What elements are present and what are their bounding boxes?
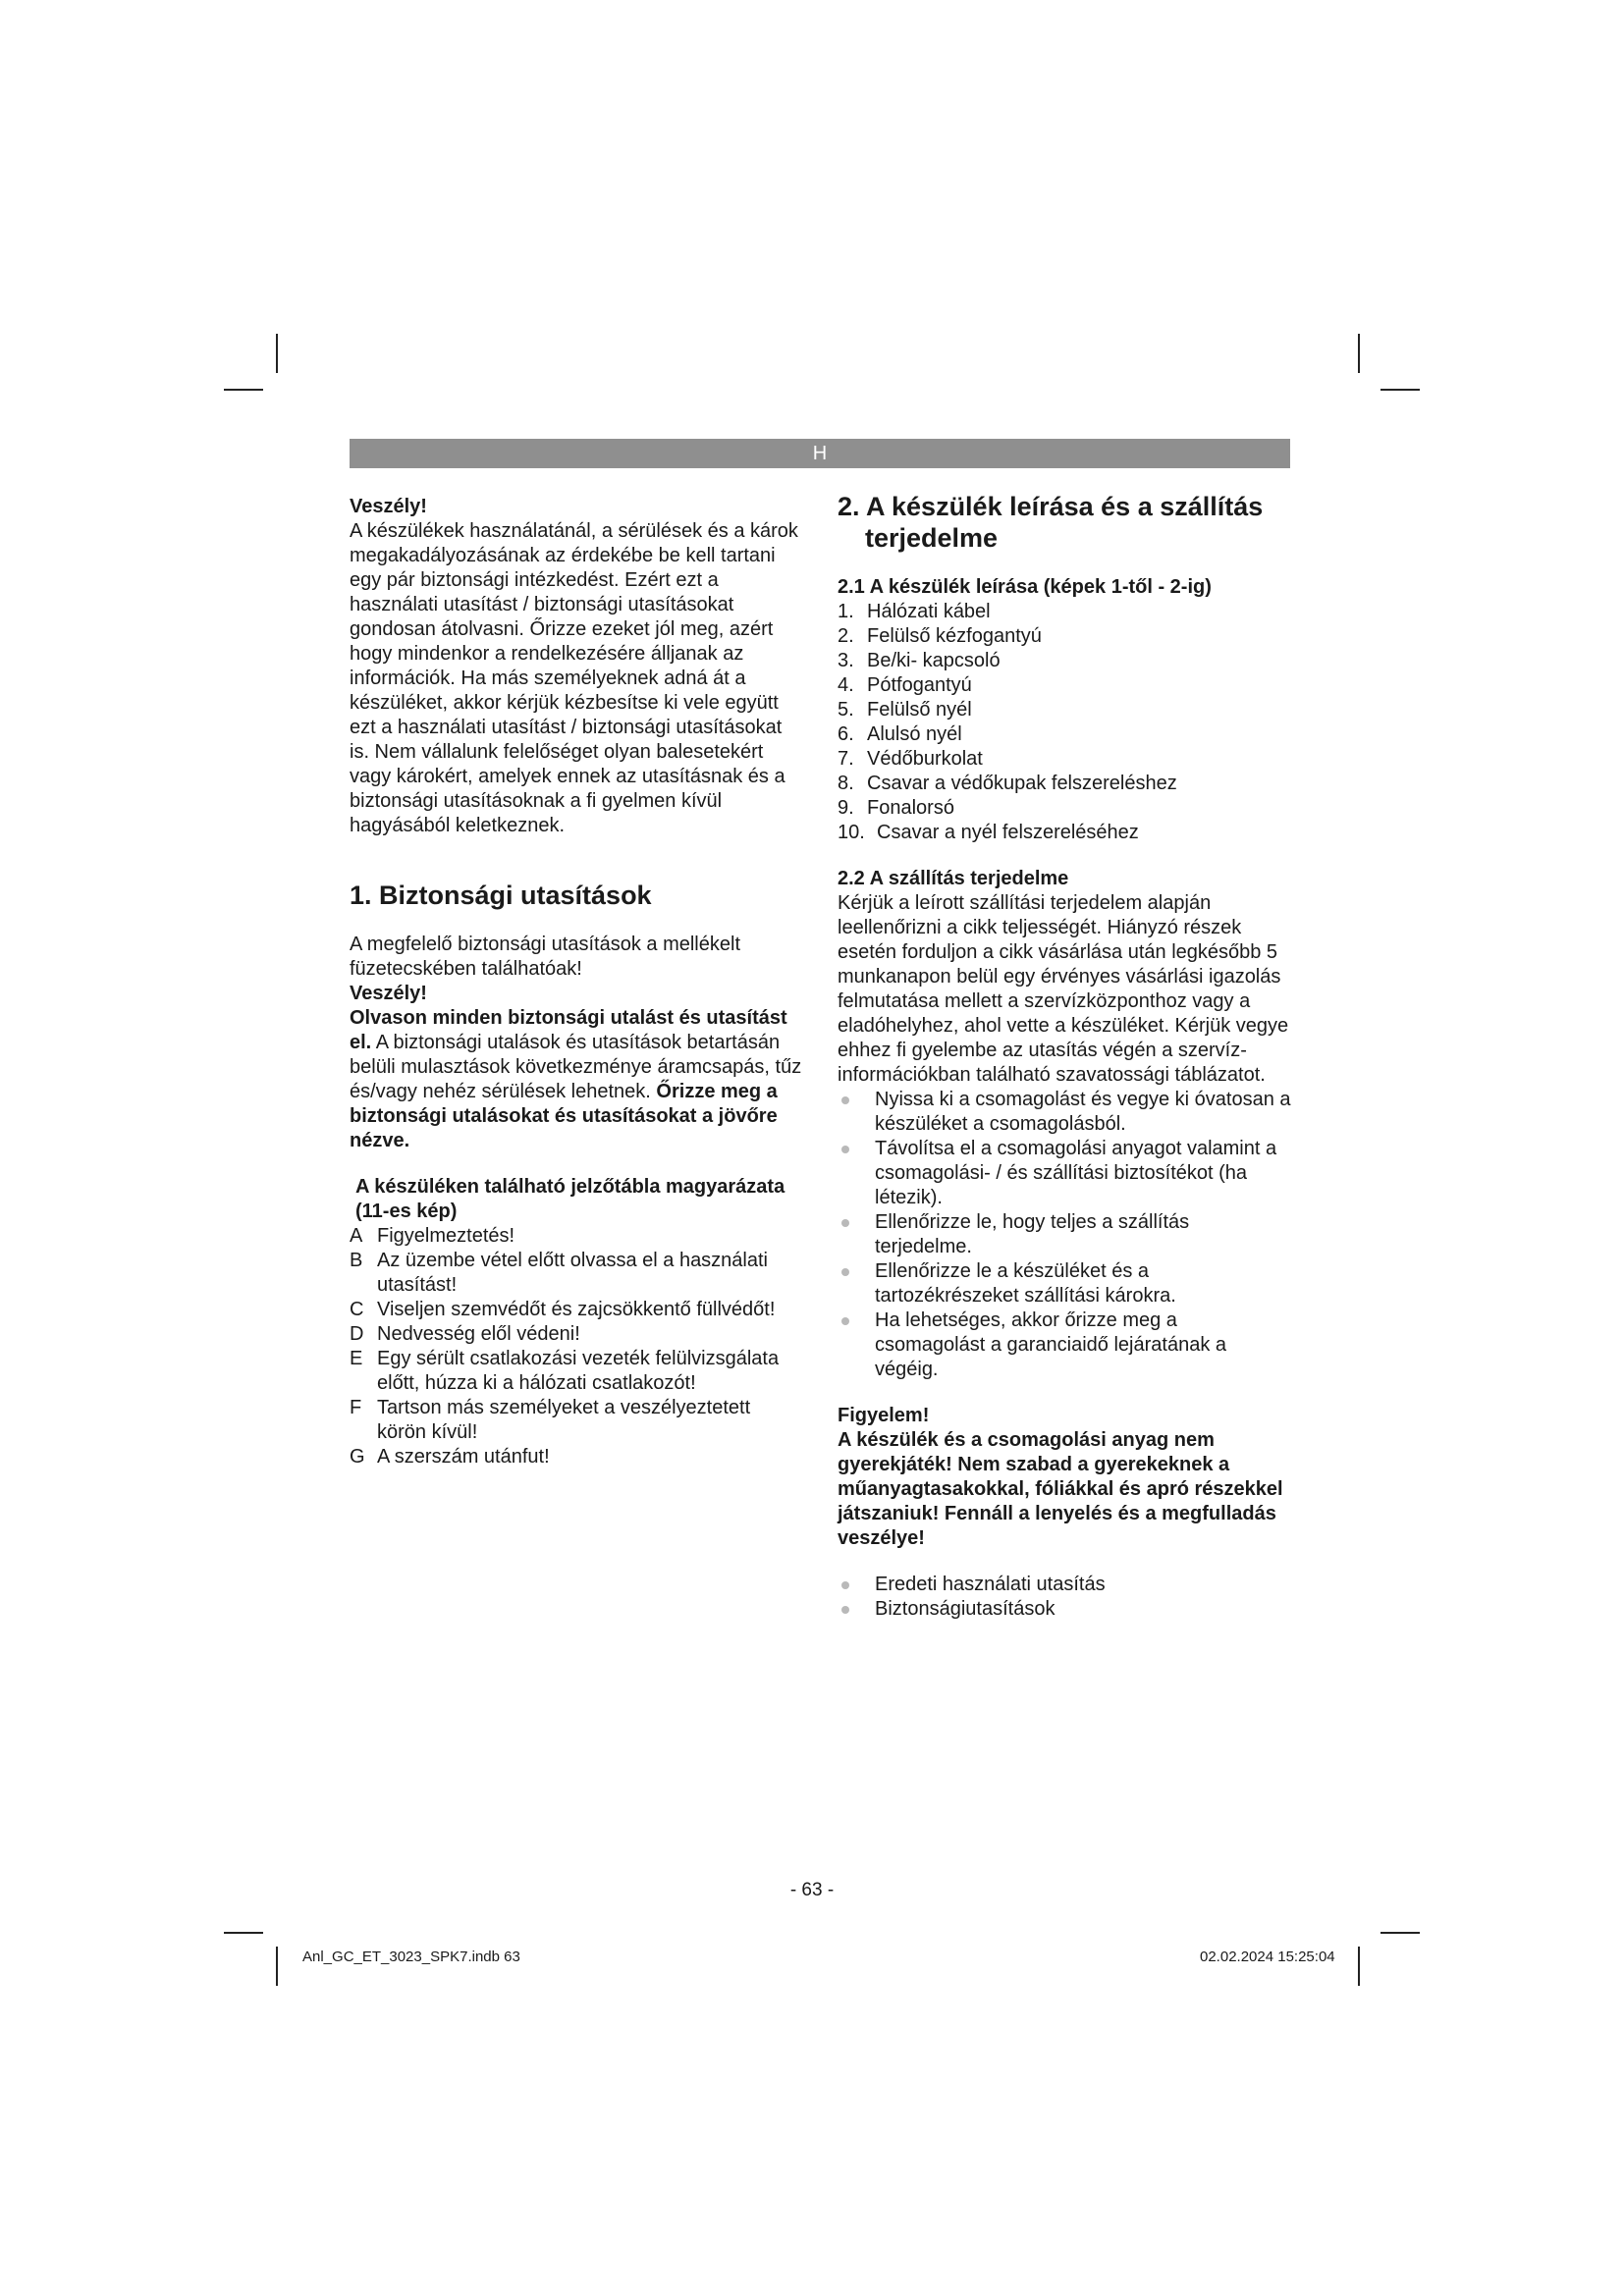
- crop-mark: [224, 389, 263, 391]
- list-item: 5. Felülső nyél: [838, 699, 972, 721]
- crop-mark: [276, 1947, 278, 1986]
- attention-text: A készülék és a csomagolási anyag nem gyerekjáték! Nem szabad a gyerekeknek a műanyagtasakokkal, fóliákkal és apró részekkel játszaniuk! Fennáll a lenyelés és a megfulladás veszélye!: [838, 1429, 1283, 1549]
- subsection-2-2-title: 2.2 A szállítás terjedelme: [838, 868, 1069, 889]
- list-item: 1. Hálózati kábel: [838, 601, 991, 622]
- section-1-body: [350, 1006, 803, 1153]
- list-item: C Viseljen szemvédőt és zajcsökkentő füllvédőt!: [350, 1299, 776, 1320]
- section-2-title: 2. A készülék leírása és a szállítás terjedelme: [838, 492, 1264, 553]
- list-item: 8. Csavar a védőkupak felszereléshez: [838, 773, 1177, 794]
- list-item: Nyissa ki a csomagolást és vegye ki óvatosan a készüléket a csomagolásból.: [838, 1088, 1291, 1137]
- section-1-title: 1. Biztonsági utasítások: [350, 881, 652, 910]
- list-item: Ellenőrizze le, hogy teljes a szállítás terjedelme.: [838, 1210, 1291, 1259]
- crop-mark: [1358, 334, 1360, 373]
- list-item: Távolítsa el a csomagolási anyagot valamint a csomagolási- / és szállítási biztosítékot (ha létezik).: [838, 1137, 1291, 1210]
- signs-title: A készüléken található jelzőtábla magyarázata (11-es kép): [355, 1176, 785, 1222]
- subsection-2-2-text: Kérjük a leírott szállítási terjedelem alapján leellenőrizni a cikk teljességét. Hiányzó részek esetén forduljon a cikk vásárlása után legkésőbb 5 munkanapon belül egy érvényes vásárlási igazolás felmutatása mellett a szervízközponthoz vagy a eladóhelyhez, ahol vette a készüléket. Kérjük vegye ehhez fi gyelembe az utasítás végén a szervíz-információkban található szavatossági táblázatot.: [838, 892, 1289, 1086]
- list-item: 7. Védőburkolat: [838, 748, 983, 770]
- subsection-2-1-title: 2.1 A készülék leírása (képek 1-től - 2-ig): [838, 576, 1212, 598]
- section-1-text: A biztonsági utalások és utasítások betartásán belüli mulasztások következménye áramcsapás, tűz és/vagy nehéz sérülések lehetnek.: [350, 1032, 802, 1102]
- crop-mark: [1380, 1932, 1420, 1934]
- list-item: 3. Be/ki- kapcsoló: [838, 650, 1001, 671]
- list-item: 4. Pótfogantyú: [838, 674, 972, 696]
- list-item: 2. Felülső kézfogantyú: [838, 625, 1042, 647]
- danger-title: Veszély!: [350, 496, 427, 517]
- list-item: B Az üzembe vétel előtt olvassa el a használati utasítást!: [350, 1250, 768, 1296]
- list-item: Ellenőrizze le a készüléket és a tartozékrészeket szállítási károkra.: [838, 1259, 1291, 1308]
- list-item: 6. Alulsó nyél: [838, 723, 962, 745]
- list-item: D Nedvesség elől védeni!: [350, 1323, 580, 1345]
- list-item: 9. Fonalorsó: [838, 797, 954, 819]
- crop-mark: [276, 334, 278, 373]
- included-list: [838, 1573, 1291, 1622]
- parts-list: [838, 600, 1291, 845]
- list-item: E Egy sérült csatlakozási vezeték felülvizsgálata előtt, húzza ki a hálózati csatlakozót!: [350, 1348, 780, 1394]
- crop-mark: [224, 1932, 263, 1934]
- danger-text: A készülékek használatánál, a sérülések és a károk megakadályozásának az érdekébe be kell tartani egy pár biztonsági intézkedést. Ezért ezt a használati utasítást / biztonsági utasításokat gondosan átolvasni. Őrizze ezeket jól meg, azért hogy mindenkor a rendelkezésére álljanak az információk. Ha más személyeknek adná át a készüléket, akkor kérjük kézbesítse ki vele együtt ezt a használati utasítást / biztonsági utasításokat is. Nem vállalunk felelőséget olyan balesetekért vagy károkért, amelyek ennek az utasításnak és a biztonsági utasításoknak a fi gyelmen kívül hagyásából keletkeznek.: [350, 520, 798, 836]
- section-1-danger-title: Veszély!: [350, 983, 427, 1004]
- section-1-bold-2: Őrizze meg a biztonsági utalásokat és utasításokat a jövőre nézve.: [350, 1081, 778, 1151]
- crop-mark: [1358, 1947, 1360, 1986]
- footer-timestamp: 02.02.2024 15:25:04: [1200, 1949, 1335, 1965]
- language-header-bar: [350, 439, 1290, 468]
- list-item: Eredeti használati utasítás: [838, 1573, 1291, 1597]
- list-item: F Tartson más személyeket a veszélyeztetett körön kívül!: [350, 1397, 751, 1443]
- right-column: [838, 491, 1291, 1622]
- language-code: H: [812, 443, 828, 464]
- page-number: - 63 -: [789, 1880, 835, 1900]
- signs-list: [350, 1224, 803, 1469]
- list-item: 10. Csavar a nyél felszereléséhez: [838, 822, 1139, 843]
- left-column: [350, 495, 803, 1469]
- attention-title: Figyelem!: [838, 1405, 930, 1426]
- section-1-bold-1: Olvason minden biztonsági utalást és utasítást el.: [350, 1007, 787, 1053]
- crop-mark: [1380, 389, 1420, 391]
- footer-file-name: Anl_GC_ET_3023_SPK7.indb 63: [302, 1949, 520, 1965]
- list-item: A Figyelmeztetés!: [350, 1225, 515, 1247]
- section-1-intro: A megfelelő biztonsági utasítások a mellékelt füzetecskében találhatóak!: [350, 934, 740, 980]
- list-item: Ha lehetséges, akkor őrizze meg a csomagolást a garanciaidő lejáratának a végéig.: [838, 1308, 1291, 1382]
- list-item: Biztonságiutasítások: [838, 1597, 1291, 1622]
- list-item: G A szerszám utánfut!: [350, 1446, 550, 1468]
- steps-list: [838, 1088, 1291, 1382]
